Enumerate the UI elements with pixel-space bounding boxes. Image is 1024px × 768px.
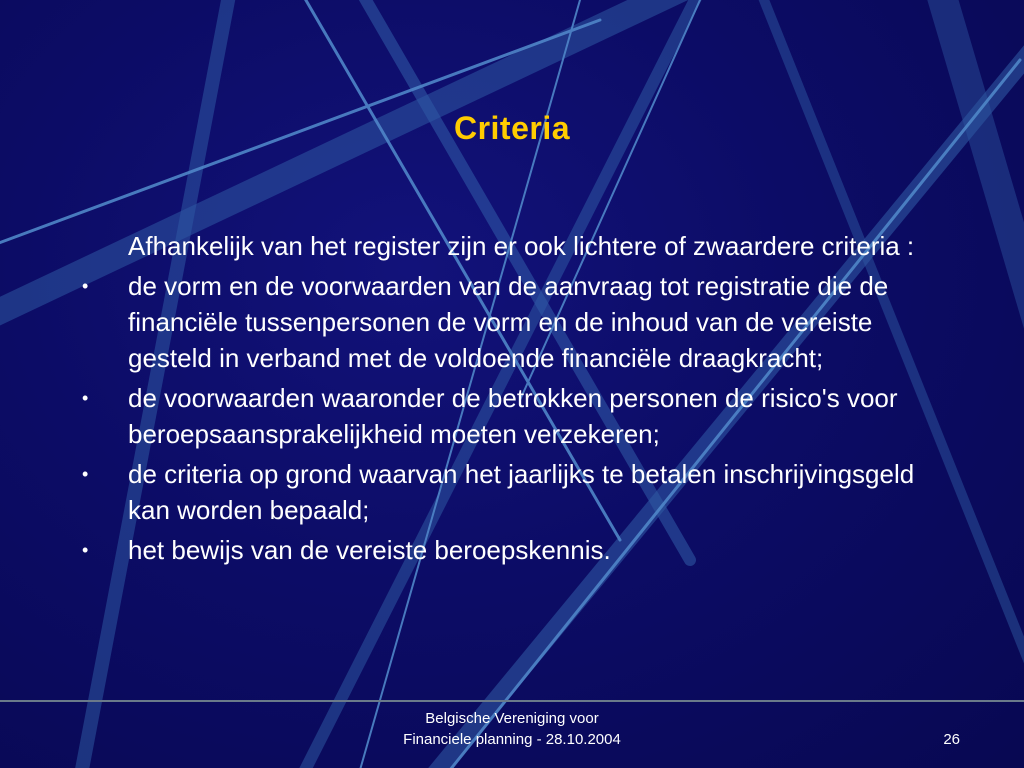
list-item-text: de vorm en de voorwaarden van de aanvraag tot registratie die de financiële tussenpersonen de vorm en de inhoud van de vereiste gesteld in verband met de voldoende financiële draagkracht; bbox=[128, 271, 889, 373]
list-item-text: de criteria op grond waarvan het jaarlijks te betalen inschrijvingsgeld kan worden bepaald; bbox=[128, 459, 915, 525]
footer-line-2: Financiele planning - 28.10.2004 bbox=[403, 731, 621, 748]
list-item-text: het bewijs van de vereiste beroepskennis. bbox=[128, 535, 611, 565]
footer-line-1: Belgische Vereniging voor bbox=[425, 710, 599, 727]
page-number: 26 bbox=[943, 731, 960, 748]
intro-paragraph bbox=[80, 228, 960, 264]
list-item bbox=[80, 380, 960, 452]
list-item bbox=[80, 532, 960, 568]
slide-title: Criteria bbox=[453, 110, 571, 146]
list-item bbox=[80, 268, 960, 376]
footer-text bbox=[300, 708, 724, 750]
bullet-icon: • bbox=[82, 276, 89, 296]
list-item bbox=[80, 456, 960, 528]
bullet-icon: • bbox=[82, 540, 89, 560]
bullet-icon: • bbox=[82, 388, 89, 408]
bullet-icon: • bbox=[82, 464, 89, 484]
list-item-text: de voorwaarden waaronder de betrokken personen de risico's voor beroepsaansprakelijkheid moeten verzekeren; bbox=[128, 383, 898, 449]
footer-divider bbox=[0, 700, 1024, 702]
slide-body bbox=[80, 228, 960, 568]
intro-text: Afhankelijk van het register zijn er ook lichtere of zwaardere criteria : bbox=[128, 231, 915, 261]
